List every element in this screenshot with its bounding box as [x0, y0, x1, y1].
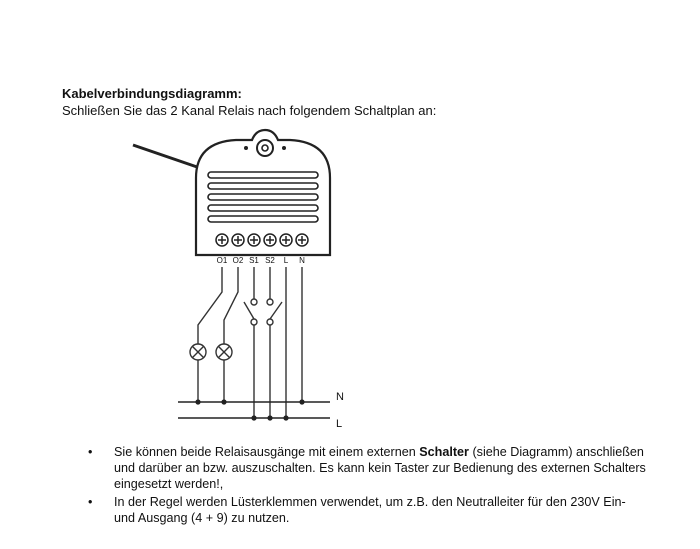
notes-list — [88, 444, 648, 528]
lamp-1 — [190, 344, 206, 360]
lamp-2 — [216, 344, 232, 360]
bullet-icon: • — [88, 495, 93, 509]
terminal-label-s2: S2 — [265, 256, 275, 265]
terminal-label-n: N — [299, 256, 305, 265]
terminal-label-o2: O2 — [232, 256, 244, 265]
note-text-bold: Schalter — [419, 445, 469, 459]
live-line-label: L — [336, 418, 343, 430]
note-item — [88, 444, 648, 492]
diagram-heading: Kabelverbindungsdiagramm: — [62, 86, 242, 101]
relay-module — [196, 130, 330, 255]
wire-o1 — [198, 267, 222, 344]
switch-2 — [267, 299, 282, 325]
terminal-label-s1: S1 — [249, 256, 259, 265]
note-item — [88, 494, 648, 526]
terminal-label-l: L — [283, 256, 289, 265]
note-text-before: Sie können beide Relaisausgänge mit einem externen — [114, 445, 420, 459]
diagram-intro: Schließen Sie das 2 Kanal Relais nach folgendem Schaltplan an: — [62, 103, 437, 118]
note-text-after: (siehe Diagramm) anschließen und darüber an bzw. auszuschalten. Es kann kein Taster zur Bedienung des externen Schalters eingesetzt werden!, — [114, 445, 646, 491]
wire-o2 — [224, 267, 238, 344]
neutral-line-label: N — [336, 391, 344, 403]
switch-1 — [244, 299, 257, 325]
note-text: In der Regel werden Lüsterklemmen verwendet, um z.B. den Neutralleiter für den 230V Ein- und Ausgang (4 + 9) zu nutzen. — [114, 495, 626, 525]
antenna-wire — [133, 145, 200, 168]
terminal-label-o1: O1 — [216, 256, 228, 265]
bullet-icon: • — [88, 445, 93, 459]
